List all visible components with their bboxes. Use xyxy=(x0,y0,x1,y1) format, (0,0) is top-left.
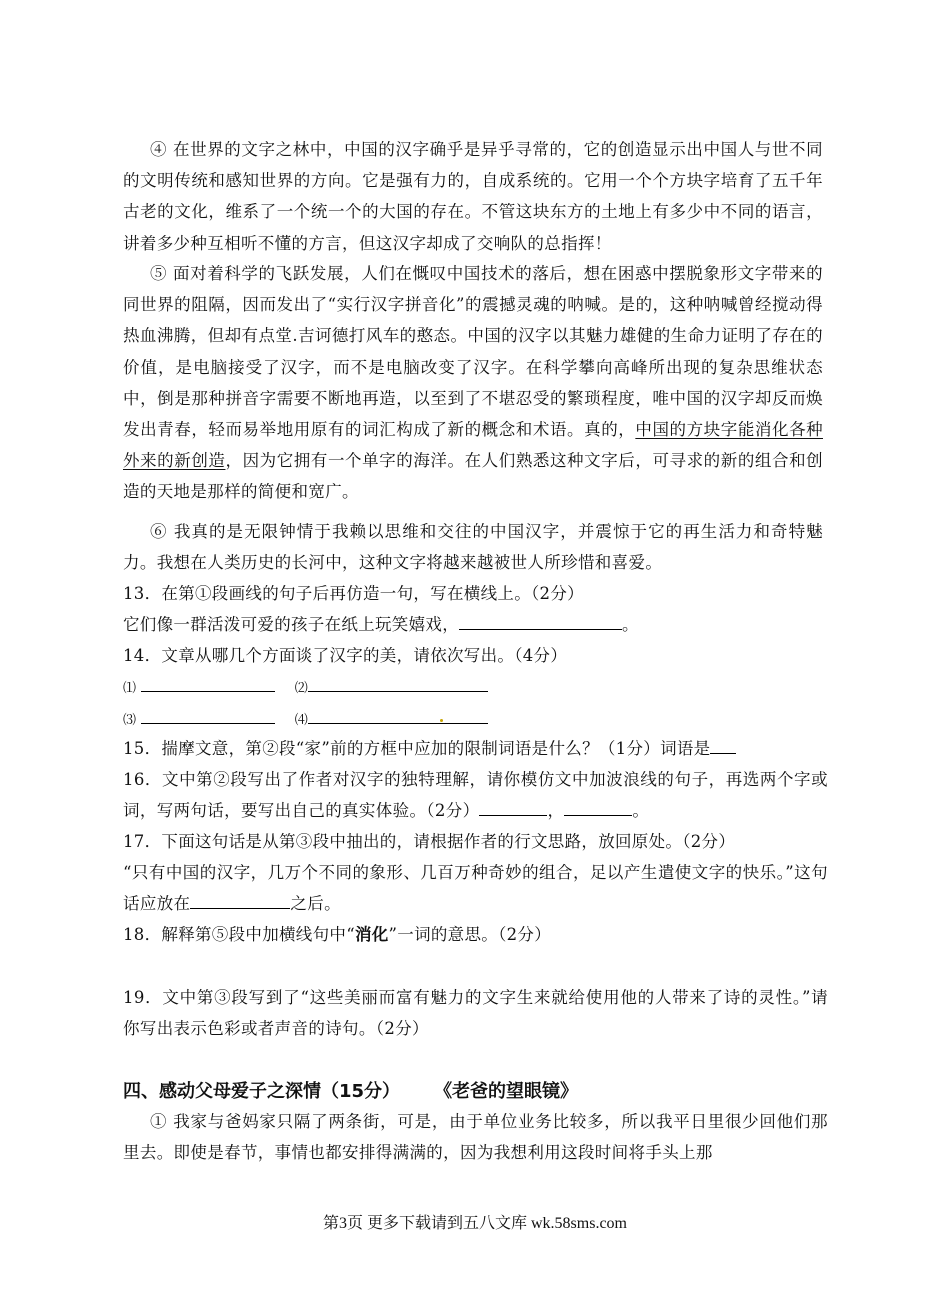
question-18-pre: 18．解释第⑤段中加横线句中“ xyxy=(123,925,355,944)
page-footer: 第3页 更多下载请到五八文库 wk.58sms.com xyxy=(322,1215,627,1232)
answer-label-3: ⑶ xyxy=(123,713,137,728)
question-16 xyxy=(123,764,828,826)
answer-blank-2[interactable] xyxy=(308,673,488,692)
question-13-prompt: 它们像一群活泼可爱的孩子在纸上玩笑嬉戏， xyxy=(123,615,459,634)
question-16-text: 16．文中第②段写出了作者对汉字的独特理解，请你模仿文中加波浪线的句子，再选两个字或词，写两句话，要写出自己的真实体验。（2分） xyxy=(123,770,828,821)
stray-mark xyxy=(440,719,443,722)
paragraph-5 xyxy=(123,258,823,508)
question-19: 19．文中第③段写到了“这些美丽而富有魅力的文字生来就给使用他的人带来了诗的灵性。”请你写出表示色彩或者声音的诗句。（2分） xyxy=(123,988,828,1039)
question-17: 17．下面这句话是从第③段中抽出的，请根据作者的行文思路，放回原处。（2分） xyxy=(123,832,736,851)
paragraph-5-text: ⑤ 面对着科学的飞跃发展，人们在慨叹中国技术的落后，想在困惑中摆脱象形文字带来的同世界的阻隔，因而发出了“实行汉字拼音化”的震撼灵魂的呐喊。是的，这种呐喊曾经搅动得热血沸腾，但却有点堂.吉诃德打风车的憨态。中国的汉字以其魅力雄健的生命力证明了存在的价值，是电脑接受了汉字，而不是电脑改变了汉字。在科学攀向高峰所出现的复杂思维状态中，倒是那种拼音字需要不断地再造，以至到了不堪忍受的繁琐程度，唯中国的汉字却反而焕发出青春，轻而易举地用原有的词汇构成了新的概念和术语。真的， xyxy=(123,264,823,440)
question-16-end: 。 xyxy=(632,801,650,821)
question-13-end: 。 xyxy=(622,615,639,634)
question-13: 13．在第①段画线的句子后再仿造一句，写在横线上。（2分） xyxy=(123,584,584,603)
paragraph-6: ⑥ 我真的是无限钟情于我赖以思维和交往的中国汉字，并震惊于它的再生活力和奇特魅力。我想在人类历史的长河中，这种文字将越来越被世人所珍惜和喜爱。 xyxy=(123,522,823,573)
question-15-text: 15．揣摩文意，第②段“家”前的方框中应加的限制词语是什么？（1分）词语是 xyxy=(123,739,711,758)
answer-blank-3[interactable] xyxy=(141,705,275,724)
question-16-blank-1[interactable] xyxy=(479,797,547,816)
question-15-blank[interactable] xyxy=(710,735,736,754)
question-15 xyxy=(123,733,828,764)
question-17-blank[interactable] xyxy=(190,890,290,909)
answer-label-1: ⑴ xyxy=(123,681,137,696)
answer-blank-1[interactable] xyxy=(141,673,275,692)
question-18 xyxy=(123,919,828,950)
answer-label-2: ⑵ xyxy=(294,681,309,696)
answer-label-4: ⑷ xyxy=(294,713,309,728)
answer-blank-4[interactable] xyxy=(308,705,488,724)
question-17-end: 之后。 xyxy=(290,894,341,914)
question-17-quote-text: “只有中国的汉字，几万个不同的象形、几百万种奇妙的组合，足以产生遣使文字的快乐。”这句话应放在 xyxy=(123,863,828,914)
section-4-title: 四、感动父母爱子之深情（15分） xyxy=(123,1081,401,1102)
article-title: 《老爸的望眼镜》 xyxy=(434,1081,579,1102)
section-4-paragraph-1: ① 我家与爸妈家只隔了两条街，可是，由于单位业务比较多，所以我平日里很少回他们那里去。即使是春节，事情也都安排得满满的，因为我想利用这段时间将手头上那 xyxy=(123,1112,828,1163)
question-14: 14．文章从哪几个方面谈了汉字的美，请依次写出。（4分） xyxy=(123,646,568,665)
question-14-answers-row2 xyxy=(123,705,828,736)
question-13-answer-line xyxy=(123,609,828,640)
question-16-blank-2[interactable] xyxy=(564,797,632,816)
question-16-separator: ， xyxy=(547,801,565,821)
paragraph-4: ④ 在世界的文字之林中，中国的汉字确乎是异乎寻常的，它的创造显示出中国人与世不同的文明传统和感知世界的方向。它是强有力的，自成系统的。它用一个个方块字培育了五千年古老的文化，维系了一个统一个的大国的存在。不管这块东方的土地上有多少中不同的语言，讲着多少种互相听不懂的方言，但这汉字却成了交响队的总指挥！ xyxy=(123,140,823,253)
question-18-bold-word: 消化 xyxy=(354,925,389,944)
question-13-blank[interactable] xyxy=(459,611,622,630)
paragraph-5-text-end: ，因为它拥有一个单字的海洋。在人们熟悉这种文字后，可寻求的新的组合和创造的天地是那样的简便和宽广。 xyxy=(123,451,824,502)
question-17-quote xyxy=(123,857,828,919)
section-4-heading xyxy=(123,1077,578,1103)
underlined-sentence: 中国的方块字能消化各种外来的新创造 xyxy=(123,420,823,471)
question-14-answers-row1 xyxy=(123,673,828,704)
question-18-post: ”一词的意思。（2分） xyxy=(388,925,552,944)
